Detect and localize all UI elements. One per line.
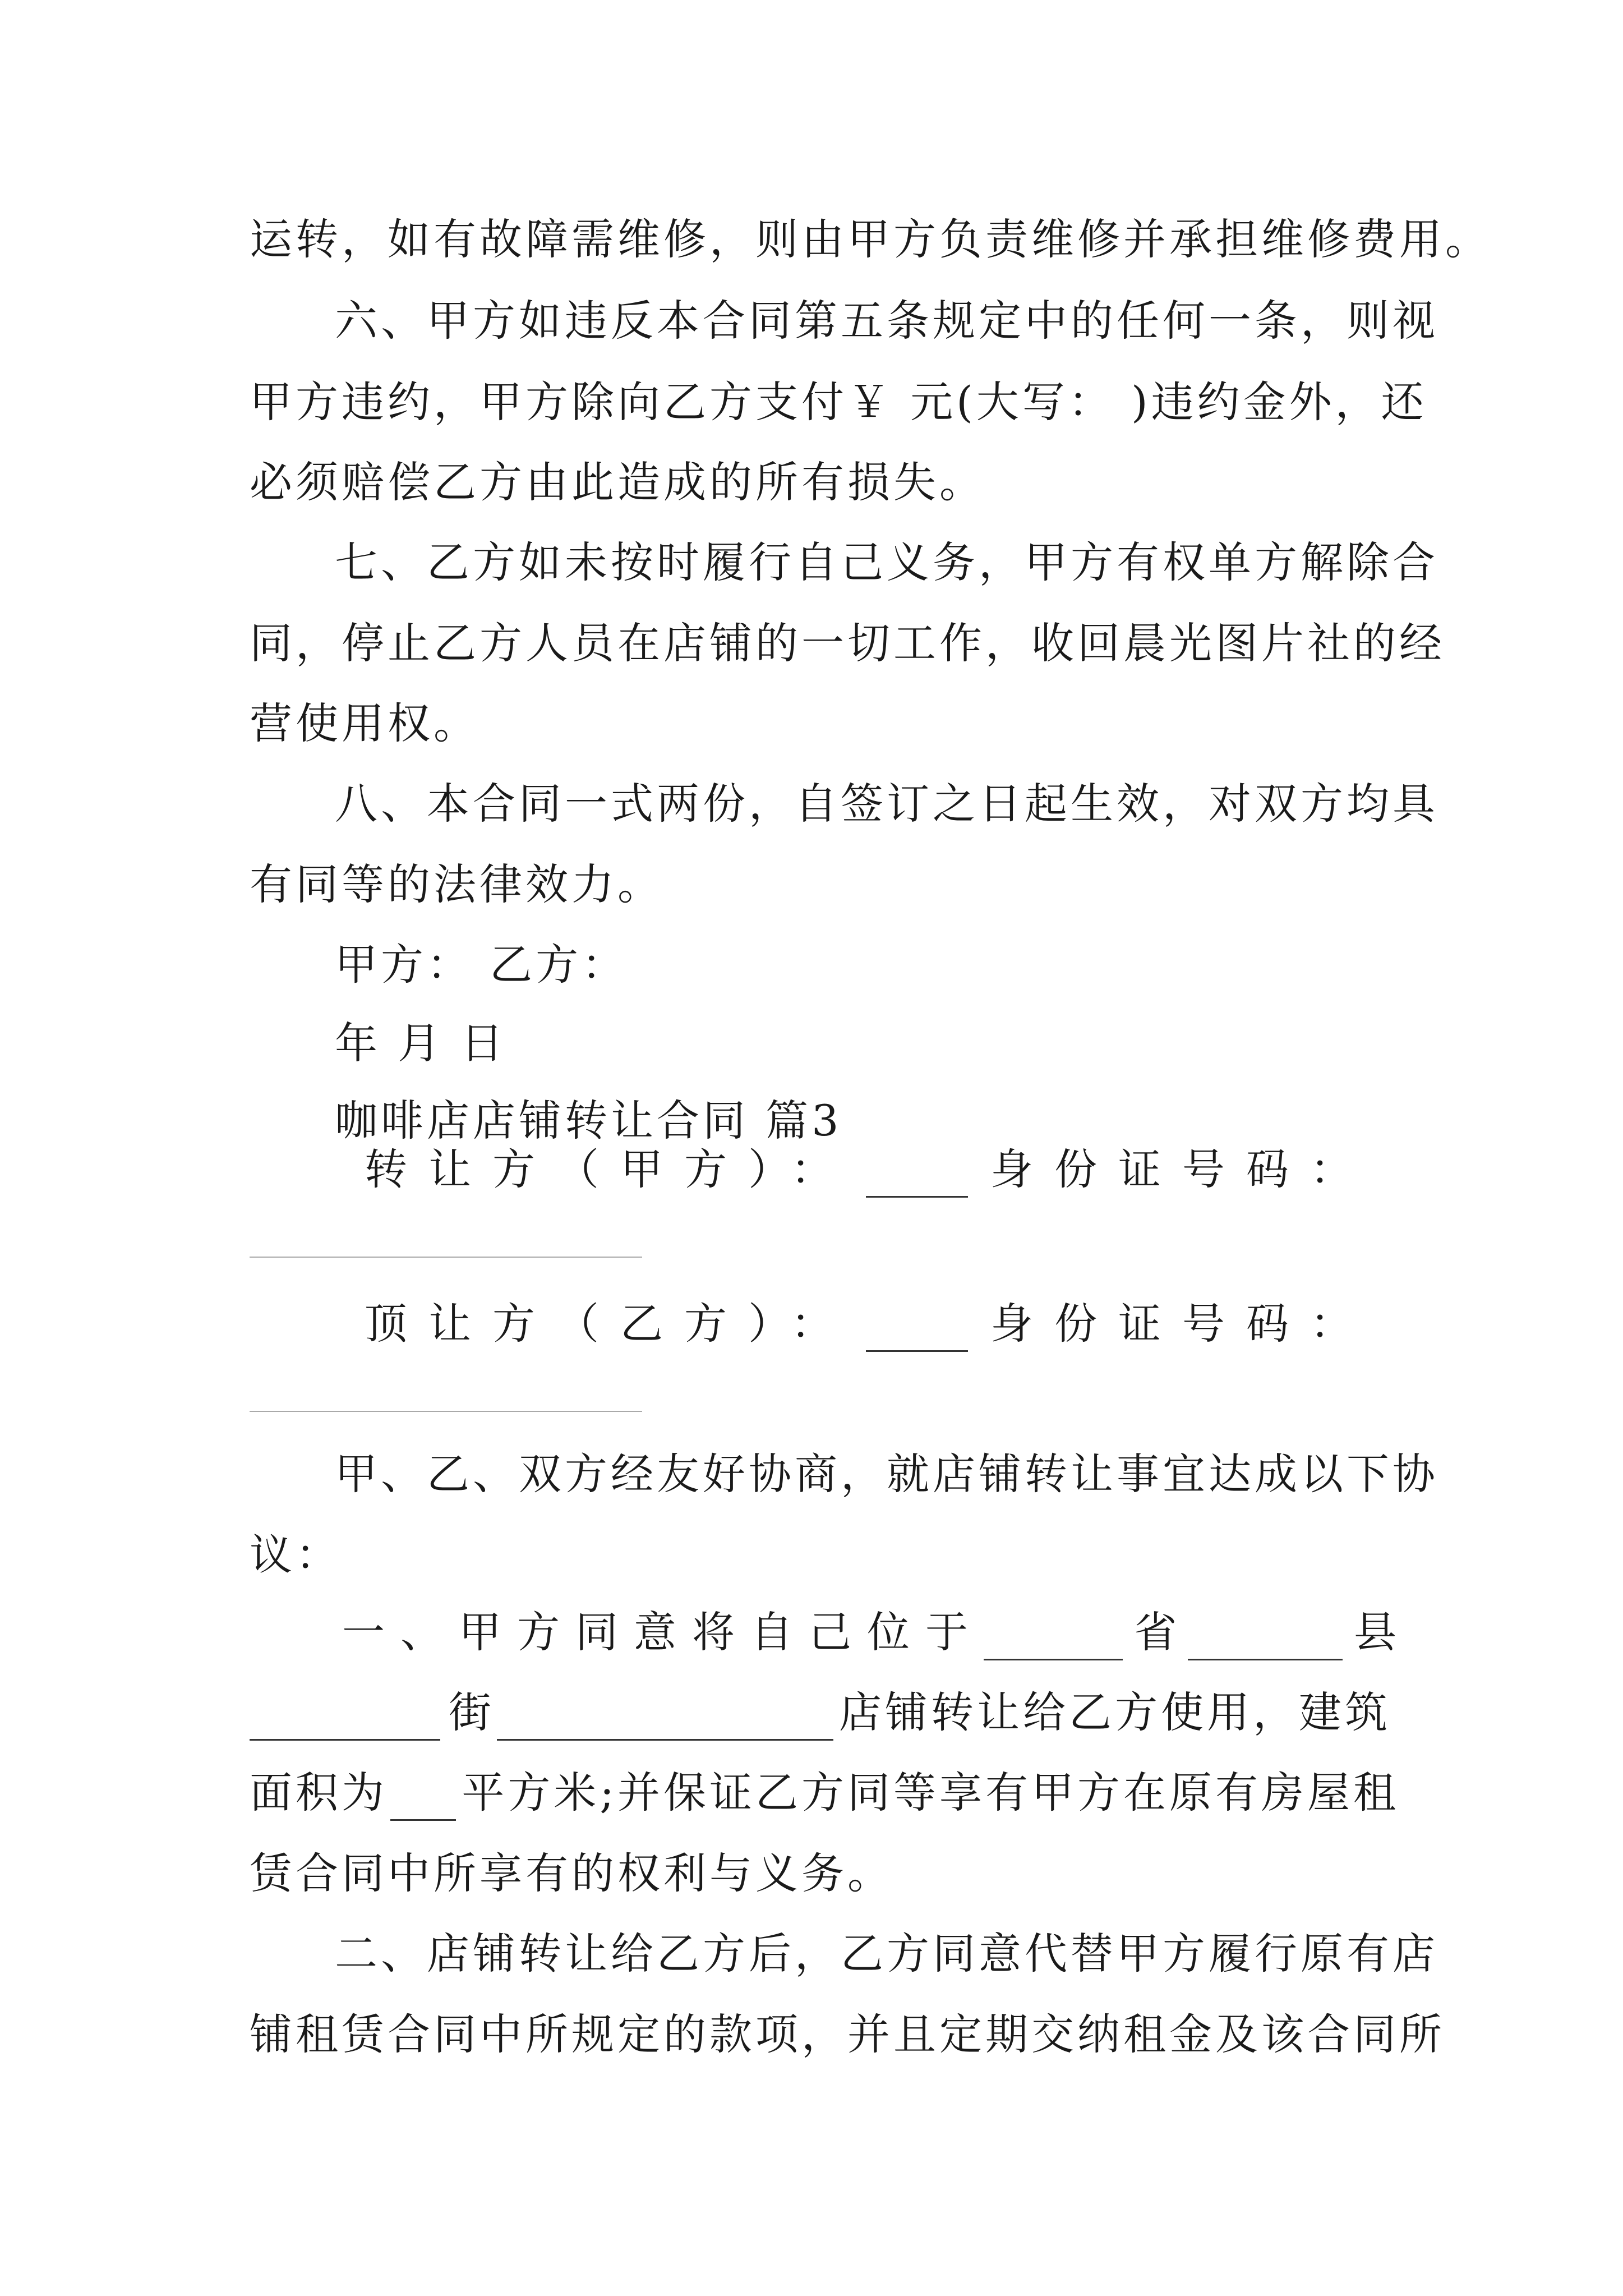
clause-eight-line: 八、本合同一式两份，自签订之日起生效，对双方均具 <box>335 779 1438 829</box>
text-line: 营使用权。 <box>250 698 479 748</box>
clause-two-line: 二、店铺转让给乙方后，乙方同意代替甲方履行原有店 <box>335 1929 1438 1978</box>
street-label: 街 <box>449 1687 491 1737</box>
county-blank <box>1188 1619 1343 1660</box>
clause-seven-line: 七、乙方如未按时履行自己义务，甲方有权单方解除合 <box>335 537 1438 587</box>
signature-date: 年 月 日 <box>335 1018 507 1068</box>
area-blank <box>390 1780 456 1821</box>
section-title: 咖啡店店铺转让合同 篇3 <box>335 1096 842 1145</box>
clause-one-line <box>250 1685 1399 1741</box>
street-blank <box>497 1700 833 1741</box>
clause-one-prefix: 一、甲方同意将自己位于 <box>342 1607 984 1657</box>
area-prefix: 面积为 <box>250 1768 388 1818</box>
transferee-row <box>365 1296 1374 1352</box>
transferee-label: 顶让方（乙方）： <box>365 1299 855 1349</box>
province-label: 省 <box>1134 1607 1177 1657</box>
signature-parties: 甲方： 乙方： <box>335 940 628 990</box>
clause-one-line <box>342 1604 1396 1660</box>
text-line: 同，停止乙方人员在店铺的一切工作，收回晨光图片社的经 <box>250 618 1445 668</box>
transferee-id-blank <box>250 1411 642 1412</box>
clause-one-line <box>250 1765 1399 1821</box>
county-label: 县 <box>1354 1607 1396 1657</box>
text-line: 有同等的法律效力。 <box>250 859 663 909</box>
text-line: 必须赔偿乙方由此造成的所有损失。 <box>250 457 985 507</box>
transferee-id-label: 身份证号码： <box>990 1299 1374 1349</box>
clause-one-text: 店铺转让给乙方使用，建筑 <box>839 1687 1391 1737</box>
text-line: 运转，如有故障需维修，则由甲方负责维修并承担维修费用。 <box>250 214 1491 264</box>
street-prefix-blank <box>250 1700 440 1741</box>
clause-six-line: 六、甲方如违反本合同第五条规定中的任何一条，则视 <box>335 296 1438 346</box>
clause-one-text: 平方米;并保证乙方同等享有甲方在原有房屋租 <box>462 1768 1399 1818</box>
intro-line: 议： <box>250 1530 342 1580</box>
text-line: 赁合同中所享有的权利与义务。 <box>250 1848 893 1898</box>
transferor-row <box>365 1142 1374 1198</box>
text-line: 铺租赁合同中所规定的款项，并且定期交纳租金及该合同所 <box>250 2009 1445 2059</box>
province-blank <box>984 1619 1123 1660</box>
text-line: 甲方违约，甲方除向乙方支付￥ 元(大写： )违约金外，还 <box>250 377 1427 427</box>
intro-line: 甲、乙、双方经友好协商，就店铺转让事宜达成以下协 <box>335 1449 1438 1499</box>
transferor-id-label: 身份证号码： <box>990 1144 1374 1194</box>
transferor-name-blank <box>866 1157 968 1198</box>
transferor-label: 转让方（甲方）： <box>365 1144 855 1194</box>
transferor-id-blank <box>250 1257 642 1258</box>
transferee-name-blank <box>866 1311 968 1352</box>
